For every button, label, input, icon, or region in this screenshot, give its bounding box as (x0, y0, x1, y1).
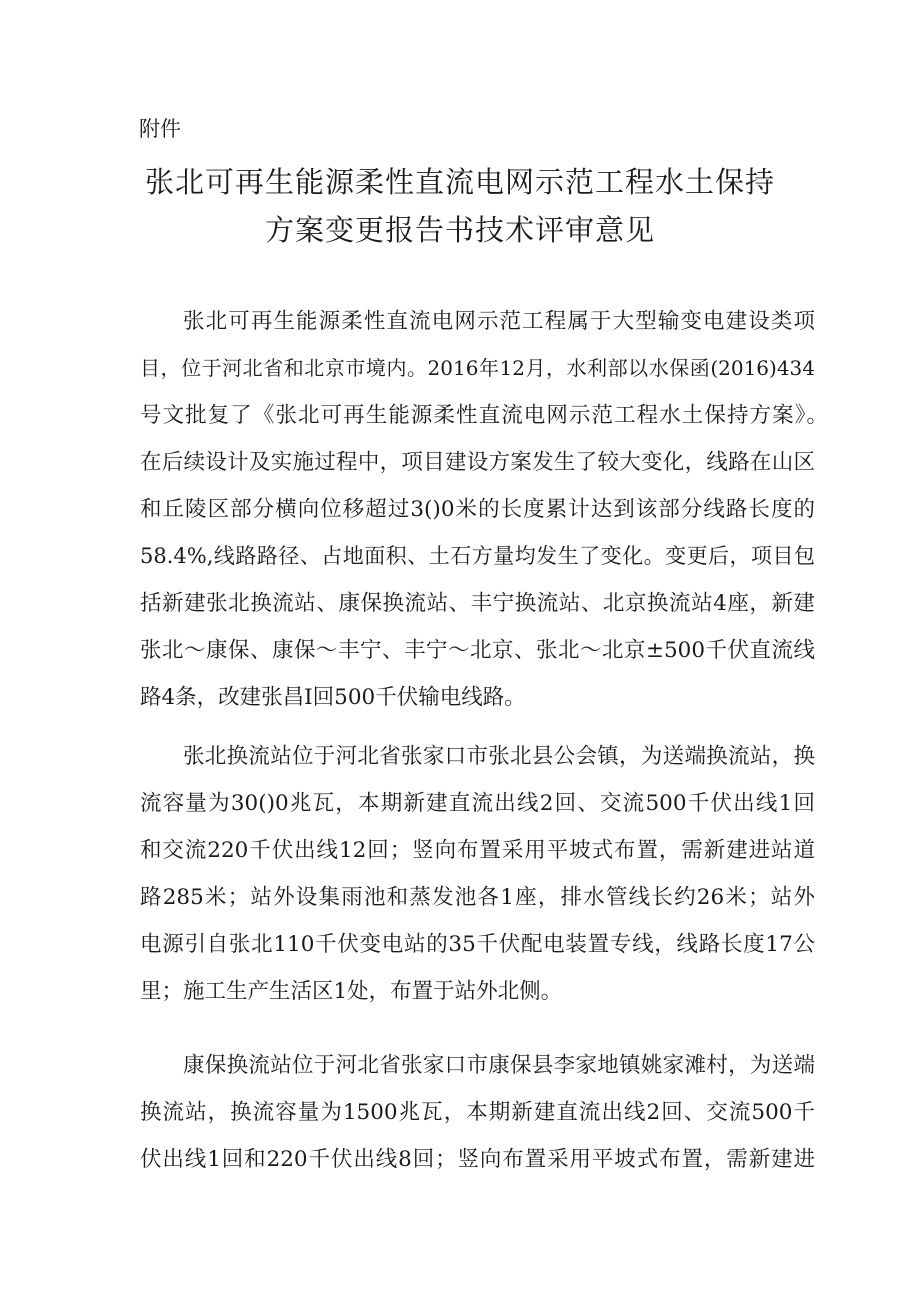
text-line: 伏出线1回和220千伏出线8回；竖向布置采用平坡式布置，需新建进 (140, 1147, 815, 1172)
paragraph-2 (140, 733, 815, 1015)
text-line: 号文批复了《张北可再生能源柔性直流电网示范工程水土保持方案》。 (140, 403, 828, 428)
text-line: 在后续设计及实施过程中，项目建设方案发生了较大变化，线路在山区 (140, 450, 815, 475)
text-line: 路285米；站外设集雨池和蒸发池各1座，排水管线长约26米；站外 (140, 885, 815, 910)
text-line: 括新建张北换流站、康保换流站、丰宁换流站、北京换流站4座，新建 (140, 591, 815, 616)
text-line: 目，位于河北省和北京市境内。2016年12月，水利部以水保函(2016)434 (140, 356, 815, 380)
attachment-label: 附件 (139, 117, 181, 141)
text-line: 路4条，改建张昌I回500千伏输电线路。 (140, 685, 526, 710)
text-line: 张北～康保、康保～丰宁、丰宁～北京、张北～北京±500千伏直流线 (140, 638, 815, 663)
text-line: 张北可再生能源柔性直流电网示范工程属于大型输变电建设类项 (183, 309, 815, 334)
text-line: 和交流220千伏出线12回；竖向布置采用平坡式布置，需新建进站道 (140, 838, 815, 863)
text-line: 和丘陵区部分横向位移超过3()0米的长度累计达到该部分线路长度的 (140, 497, 815, 522)
paragraph-1 (140, 298, 828, 721)
title-line-1: 张北可再生能源柔性直流电网示范工程水土保持 (144, 165, 775, 199)
text-line: 康保换流站位于河北省张家口市康保县李家地镇姚家滩村，为送端 (183, 1053, 815, 1078)
text-line: 电源引自张北110千伏变电站的35千伏配电装置专线，线路长度17公 (140, 932, 815, 957)
text-line: 58.4%,线路路径、占地面积、土石方量均发生了变化。变更后，项目包 (140, 544, 815, 568)
paragraph-3 (140, 1042, 815, 1183)
text-line: 流容量为30()0兆瓦，本期新建直流出线2回、交流500千伏出线1回 (140, 791, 815, 816)
title-line-2: 方案变更报告书技术评审意见 (264, 213, 655, 247)
text-line: 换流站，换流容量为1500兆瓦，本期新建直流出线2回、交流500千 (140, 1100, 815, 1125)
text-line: 张北换流站位于河北省张家口市张北县公会镇，为送端换流站，换 (183, 744, 815, 769)
text-line: 里；施工生产生活区1处，布置于站外北侧。 (140, 979, 563, 1004)
